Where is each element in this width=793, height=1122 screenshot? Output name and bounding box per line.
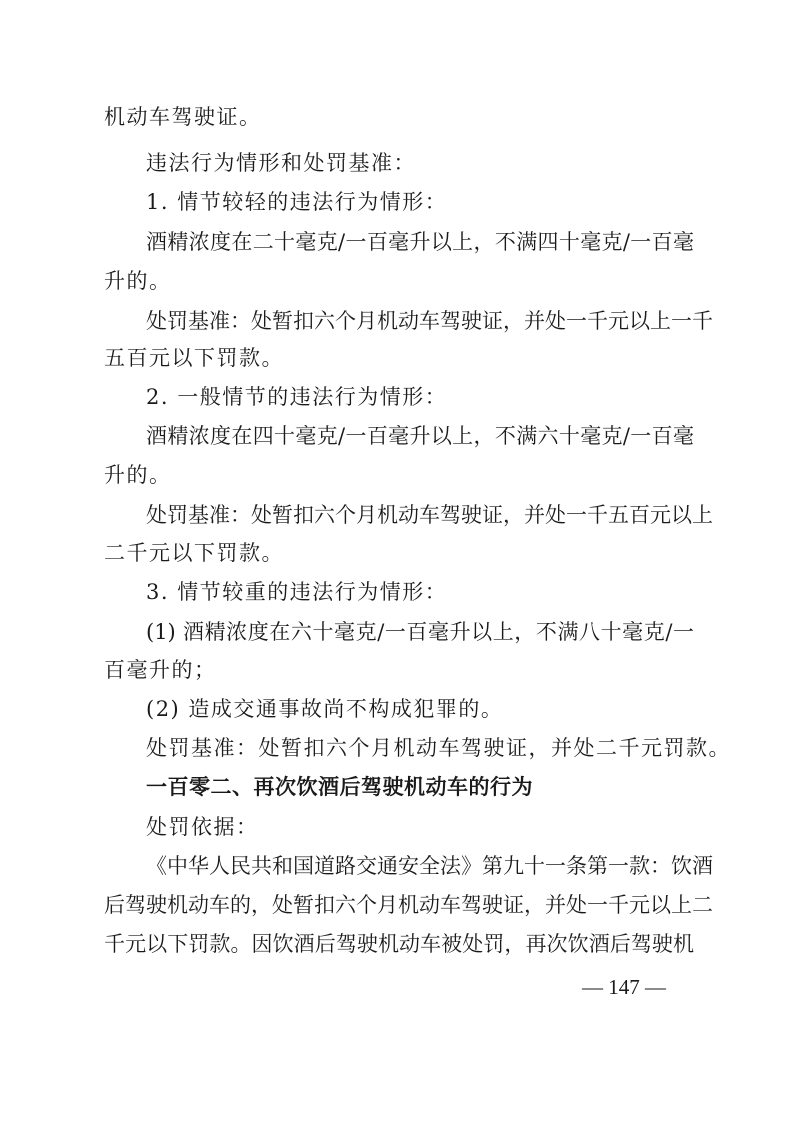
text-line: 处罚基准：处暂扣六个月机动车驾驶证，并处二千元罚款。 — [146, 736, 731, 760]
text-line: 《中华人民共和国道路交通安全法》第九十一条第一款：饮酒 — [146, 854, 713, 878]
text-line: 处罚基准：处暂扣六个月机动车驾驶证，并处一千元以上一千 — [146, 309, 713, 333]
page-number: — 147 — — [582, 975, 666, 999]
text-line: 2. 一般情节的违法行为情形： — [146, 385, 448, 409]
text-line: (2) 造成交通事故尚不构成犯罪的。 — [146, 697, 504, 721]
text-line: 后驾驶机动车的，处暂扣六个月机动车驾驶证，并处一千元以上二 — [104, 893, 713, 917]
text-line: 百毫升的； — [104, 658, 217, 682]
text-line: 处罚依据： — [146, 815, 259, 839]
text-line: 升的。 — [104, 269, 172, 293]
text-line: 处罚基准：处暂扣六个月机动车驾驶证，并处一千五百元以上 — [146, 503, 713, 527]
text-line: 酒精浓度在二十毫克/一百毫升以上，不满四十毫克/一百毫 — [146, 230, 694, 254]
text-line: 违法行为情形和处罚基准： — [146, 151, 416, 175]
text-line: (1) 酒精浓度在六十毫克/一百毫升以上，不满八十毫克/一 — [146, 620, 694, 644]
section-heading: 一百零二、再次饮酒后驾驶机动车的行为 — [146, 775, 533, 799]
text-line: 升的。 — [104, 463, 172, 487]
text-line: 酒精浓度在四十毫克/一百毫升以上，不满六十毫克/一百毫 — [146, 424, 694, 448]
text-line: 二千元以下罚款。 — [104, 541, 284, 565]
text-line: 机动车驾驶证。 — [104, 105, 262, 129]
text-line: 千元以下罚款。因饮酒后驾驶机动车被处罚，再次饮酒后驾驶机 — [104, 932, 694, 956]
text-line: 五百元以下罚款。 — [104, 346, 284, 370]
text-line: 1. 情节较轻的违法行为情形： — [146, 190, 448, 214]
text-line: 3. 情节较重的违法行为情形： — [146, 580, 448, 604]
